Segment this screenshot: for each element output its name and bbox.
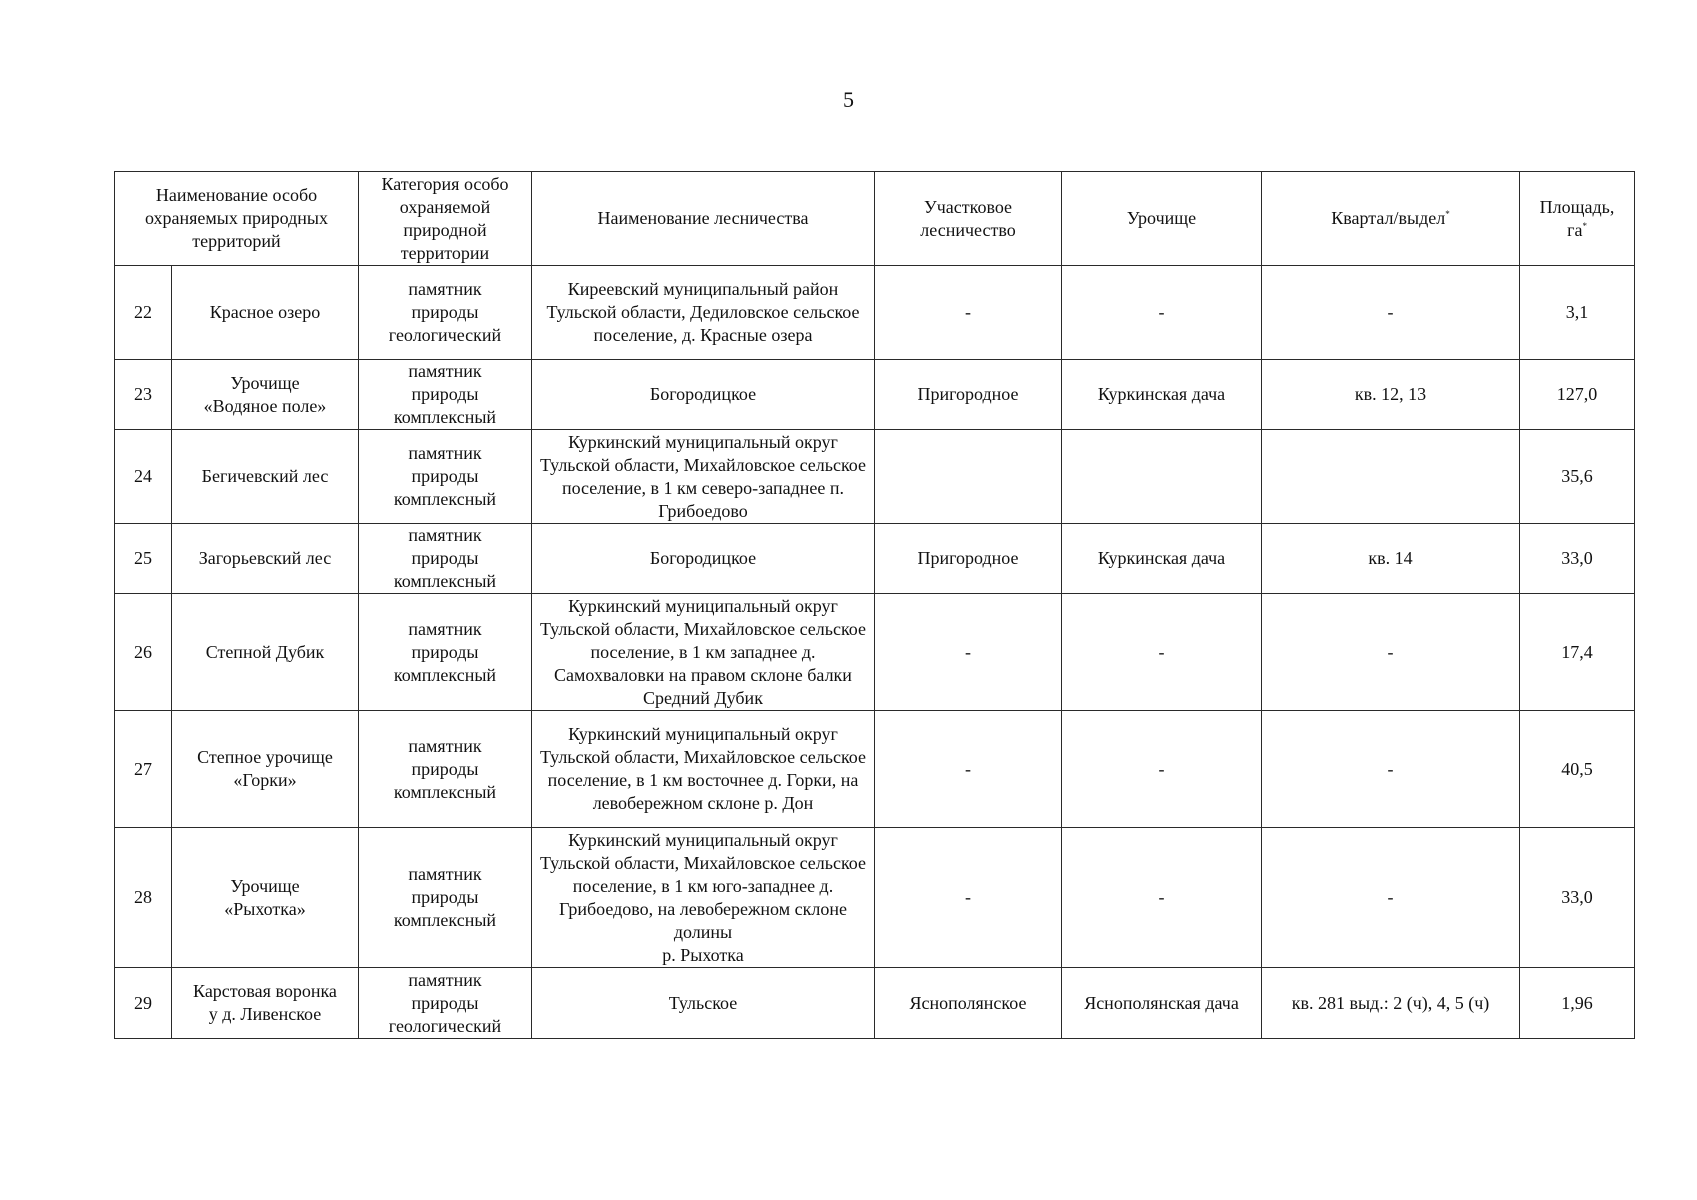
table-row [115, 594, 1635, 711]
quarter: кв. 12, 13 [1262, 360, 1520, 430]
area-ha: 33,0 [1520, 524, 1635, 594]
forestry-name: Тульское [532, 968, 875, 1039]
forestry-name: Куркинский муниципальный округ Тульской области, Михайловское сельское поселение, в 1 км западнее д. Самохваловки на правом склоне балки Средний Дубик [532, 594, 875, 711]
tract: - [1062, 266, 1262, 360]
tract: Яснополянская дача [1062, 968, 1262, 1039]
district-forestry: Яснополянское [875, 968, 1062, 1039]
quarter: - [1262, 266, 1520, 360]
forestry-name: Богородицкое [532, 360, 875, 430]
area-ha: 1,96 [1520, 968, 1635, 1039]
tract: Куркинская дача [1062, 360, 1262, 430]
area-name: Урочище «Рыхотка» [172, 828, 359, 968]
area-ha: 17,4 [1520, 594, 1635, 711]
district-forestry: - [875, 594, 1062, 711]
tract: - [1062, 711, 1262, 828]
header-category: Категория особо охраняемой природной территории [359, 172, 532, 266]
row-number: 24 [115, 430, 172, 524]
footnote-mark: * [1582, 220, 1587, 231]
forestry-name: Куркинский муниципальный округ Тульской области, Михайловское сельское поселение, в 1 км северо-западнее п. Грибоедово [532, 430, 875, 524]
header-quarter [1262, 172, 1520, 266]
row-number: 25 [115, 524, 172, 594]
district-forestry: - [875, 266, 1062, 360]
area-category: памятник природы комплексный [359, 594, 532, 711]
tract: - [1062, 828, 1262, 968]
header-area-label: Площадь, га [1539, 196, 1615, 240]
quarter: кв. 281 выд.: 2 (ч), 4, 5 (ч) [1262, 968, 1520, 1039]
quarter: кв. 14 [1262, 524, 1520, 594]
footnote-mark: * [1445, 209, 1450, 219]
row-number: 28 [115, 828, 172, 968]
area-category: памятник природы геологический [359, 266, 532, 360]
area-category: памятник природы комплексный [359, 828, 532, 968]
tract: Куркинская дача [1062, 524, 1262, 594]
area-name: Урочище «Водяное поле» [172, 360, 359, 430]
tract: - [1062, 594, 1262, 711]
area-ha: 33,0 [1520, 828, 1635, 968]
area-name: Степное урочище «Горки» [172, 711, 359, 828]
header-tract: Урочище [1062, 172, 1262, 266]
table-row [115, 711, 1635, 828]
tract [1062, 430, 1262, 524]
row-number: 22 [115, 266, 172, 360]
header-quarter-label: Квартал/выдел [1331, 208, 1446, 228]
header-district-forestry: Участковое лесничество [875, 172, 1062, 266]
table-header-row [115, 172, 1635, 266]
area-ha: 40,5 [1520, 711, 1635, 828]
area-category: памятник природы комплексный [359, 360, 532, 430]
table-row [115, 430, 1635, 524]
area-category: памятник природы комплексный [359, 430, 532, 524]
header-name: Наименование особо охраняемых природных территорий [115, 172, 359, 266]
area-name: Красное озеро [172, 266, 359, 360]
area-category: памятник природы геологический [359, 968, 532, 1039]
row-number: 29 [115, 968, 172, 1039]
quarter: - [1262, 711, 1520, 828]
table-row [115, 524, 1635, 594]
forestry-name: Куркинский муниципальный округ Тульской области, Михайловское сельское поселение, в 1 км восточнее д. Горки, на левобережном склоне р. Дон [532, 711, 875, 828]
area-name: Загорьевский лес [172, 524, 359, 594]
area-ha: 35,6 [1520, 430, 1635, 524]
district-forestry: - [875, 828, 1062, 968]
district-forestry: - [875, 711, 1062, 828]
area-category: памятник природы комплексный [359, 711, 532, 828]
area-name: Бегичевский лес [172, 430, 359, 524]
row-number: 23 [115, 360, 172, 430]
forestry-name: Куркинский муниципальный округ Тульской области, Михайловское сельское поселение, в 1 км юго-западнее д. Грибоедово, на левобережном склоне долины р. Рыхотка [532, 828, 875, 968]
forestry-name: Богородицкое [532, 524, 875, 594]
area-name: Карстовая воронка у д. Ливенское [172, 968, 359, 1039]
row-number: 27 [115, 711, 172, 828]
row-number: 26 [115, 594, 172, 711]
forestry-name: Киреевский муниципальный район Тульской области, Дедиловское сельское поселение, д. Красные озера [532, 266, 875, 360]
header-forestry: Наименование лесничества [532, 172, 875, 266]
area-ha: 127,0 [1520, 360, 1635, 430]
quarter: - [1262, 594, 1520, 711]
area-name: Степной Дубик [172, 594, 359, 711]
quarter: - [1262, 828, 1520, 968]
district-forestry: Пригородное [875, 360, 1062, 430]
area-ha: 3,1 [1520, 266, 1635, 360]
protected-areas-table [114, 171, 1635, 1039]
district-forestry [875, 430, 1062, 524]
quarter [1262, 430, 1520, 524]
table-row [115, 968, 1635, 1039]
header-area [1520, 172, 1635, 266]
table-row [115, 360, 1635, 430]
table-row [115, 828, 1635, 968]
area-category: памятник природы комплексный [359, 524, 532, 594]
page-number: 5 [843, 87, 854, 112]
table-row [115, 266, 1635, 360]
district-forestry: Пригородное [875, 524, 1062, 594]
